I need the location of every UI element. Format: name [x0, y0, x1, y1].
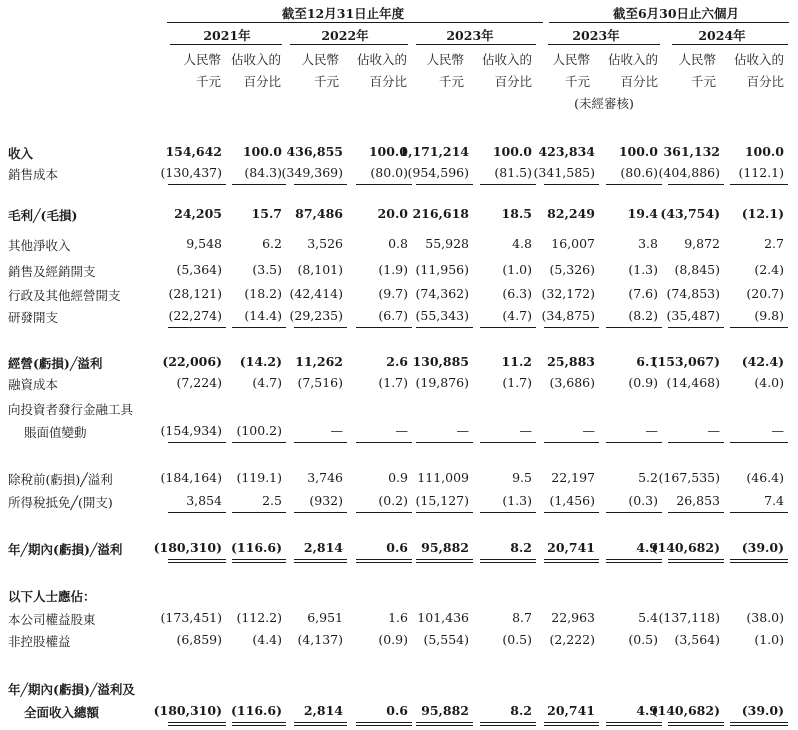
- cell-amount: (74,853): [666, 286, 720, 301]
- cell-percentage: (116.6): [231, 703, 282, 718]
- cell-amount: 9,872: [684, 236, 720, 251]
- cell-amount: 111,009: [417, 470, 469, 485]
- cell-amount: (404,886): [658, 165, 720, 180]
- cell-amount: (42,414): [289, 286, 343, 301]
- col-header-pct-of-revenue: 佔收入的: [230, 52, 281, 67]
- row-label: 年╱期內(虧損)╱溢利及: [8, 682, 135, 697]
- subtotal-rule: [544, 327, 599, 328]
- row-label: 全面收入總額: [24, 705, 100, 720]
- cell-amount: 423,834: [538, 144, 595, 159]
- cell-amount: (137,118): [658, 610, 720, 625]
- subtotal-rule: [416, 442, 473, 443]
- cell-percentage: (3.5): [252, 262, 282, 277]
- cell-amount: (15,127): [415, 493, 469, 508]
- cell-amount: 101,436: [417, 610, 469, 625]
- total-double-rule: [232, 559, 286, 563]
- subtotal-rule: [294, 327, 347, 328]
- cell-amount: 130,885: [412, 354, 469, 369]
- cell-amount: 154,642: [165, 144, 222, 159]
- cell-percentage: (0.9): [378, 632, 408, 647]
- cell-percentage: (4.4): [252, 632, 282, 647]
- cell-amount: —: [707, 423, 720, 438]
- cell-percentage: (46.4): [746, 470, 784, 485]
- cell-percentage: (14.4): [244, 308, 282, 323]
- table-row: [0, 286, 798, 306]
- table-row: [0, 540, 798, 560]
- cell-percentage: (1.9): [378, 262, 408, 277]
- row-label: 融資成本: [8, 377, 59, 392]
- cell-percentage: (1.0): [754, 632, 784, 647]
- table-row: [0, 400, 798, 420]
- year-underline-5: [672, 44, 788, 45]
- cell-percentage: 100.0: [242, 144, 282, 159]
- subtotal-rule: [606, 442, 662, 443]
- cell-percentage: (1.7): [378, 375, 408, 390]
- cell-amount: 55,928: [425, 236, 469, 251]
- cell-percentage: (9.8): [754, 308, 784, 323]
- cell-amount: 22,963: [551, 610, 595, 625]
- cell-percentage: 9.5: [512, 470, 532, 485]
- cell-percentage: 8.7: [512, 610, 532, 625]
- cell-amount: (35,487): [666, 308, 720, 323]
- cell-percentage: 4.8: [512, 236, 532, 251]
- cell-amount: 3,746: [307, 470, 343, 485]
- cell-amount: (173,451): [160, 610, 222, 625]
- col-header-rmb: 人民幣: [426, 52, 464, 67]
- header-group-fiscal-year-underline: [167, 22, 543, 23]
- subtotal-rule: [168, 442, 226, 443]
- cell-amount: (8,101): [297, 262, 343, 277]
- cell-percentage: 5.4: [638, 610, 658, 625]
- cell-percentage: (119.1): [236, 470, 282, 485]
- cell-amount: (154,934): [160, 423, 222, 438]
- cell-percentage: (80.6): [620, 165, 658, 180]
- cell-percentage: (2.4): [754, 262, 784, 277]
- cell-percentage: —: [395, 423, 408, 438]
- cell-amount: 361,132: [663, 144, 720, 159]
- cell-amount: (5,326): [549, 262, 595, 277]
- subtotal-rule: [294, 442, 347, 443]
- col-header-thousand: 千元: [438, 74, 464, 89]
- cell-percentage: 19.4: [627, 206, 658, 221]
- subtotal-rule: [668, 184, 724, 185]
- cell-amount: (130,437): [160, 165, 222, 180]
- cell-percentage: 7.4: [764, 493, 784, 508]
- cell-amount: (14,468): [666, 375, 720, 390]
- cell-amount: 6,951: [307, 610, 343, 625]
- cell-percentage: 2.7: [764, 236, 784, 251]
- cell-percentage: (1.7): [502, 375, 532, 390]
- subtotal-rule: [480, 512, 536, 513]
- cell-percentage: 0.6: [386, 703, 408, 718]
- cell-amount: (11,956): [415, 262, 469, 277]
- total-double-rule: [480, 559, 536, 563]
- header-year-2023: 2023年: [446, 28, 494, 43]
- cell-amount: (1,456): [549, 493, 595, 508]
- total-double-rule: [730, 559, 788, 563]
- header-group-fiscal-year: 截至12月31日止年度: [281, 6, 405, 21]
- col-header-percentage: 百分比: [494, 74, 532, 89]
- year-underline-4: [548, 44, 660, 45]
- subtotal-rule: [544, 184, 599, 185]
- cell-percentage: (9.7): [378, 286, 408, 301]
- subtotal-rule: [294, 512, 347, 513]
- col-header-thousand: 千元: [195, 74, 221, 89]
- cell-amount: 26,853: [676, 493, 720, 508]
- subtotal-rule: [416, 184, 473, 185]
- row-label: 年╱期內(虧損)╱溢利: [8, 542, 123, 557]
- cell-percentage: (80.0): [370, 165, 408, 180]
- row-label: 其他淨收入: [8, 238, 71, 253]
- total-double-rule: [356, 722, 412, 726]
- subtotal-rule: [168, 184, 226, 185]
- cell-amount: (55,343): [415, 308, 469, 323]
- subtotal-rule: [232, 184, 286, 185]
- subtotal-rule: [232, 442, 286, 443]
- cell-percentage: —: [645, 423, 658, 438]
- header-year-2021: 2021年: [203, 28, 251, 43]
- col-header-rmb: 人民幣: [183, 52, 221, 67]
- subtotal-rule: [480, 442, 536, 443]
- cell-percentage: (6.7): [378, 308, 408, 323]
- total-double-rule: [480, 722, 536, 726]
- cell-percentage: (84.3): [244, 165, 282, 180]
- cell-amount: (22,274): [168, 308, 222, 323]
- cell-amount: 16,007: [551, 236, 595, 251]
- row-label: 行政及其他經營開支: [8, 288, 121, 303]
- cell-percentage: 20.0: [377, 206, 408, 221]
- cell-percentage: (38.0): [746, 610, 784, 625]
- cell-percentage: 100.0: [744, 144, 784, 159]
- cell-percentage: (0.9): [628, 375, 658, 390]
- cell-amount: 3,854: [186, 493, 222, 508]
- cell-percentage: (42.4): [741, 354, 784, 369]
- cell-amount: (5,554): [423, 632, 469, 647]
- cell-percentage: (0.3): [628, 493, 658, 508]
- col-header-rmb: 人民幣: [301, 52, 339, 67]
- subtotal-rule: [416, 512, 473, 513]
- row-label: 銷售成本: [8, 167, 59, 182]
- total-double-rule: [544, 722, 599, 726]
- cell-percentage: 0.8: [388, 236, 408, 251]
- cell-amount: (8,845): [674, 262, 720, 277]
- cell-amount: (341,585): [533, 165, 595, 180]
- total-double-rule: [232, 722, 286, 726]
- cell-percentage: (4.7): [502, 308, 532, 323]
- subtotal-rule: [480, 184, 536, 185]
- cell-percentage: 100.0: [618, 144, 658, 159]
- subtotal-rule: [730, 184, 788, 185]
- cell-amount: (32,172): [541, 286, 595, 301]
- cell-amount: —: [456, 423, 469, 438]
- cell-percentage: (4.7): [252, 375, 282, 390]
- cell-percentage: (0.5): [628, 632, 658, 647]
- cell-percentage: (20.7): [746, 286, 784, 301]
- cell-amount: —: [582, 423, 595, 438]
- cell-amount: 2,814: [303, 540, 343, 555]
- subtotal-rule: [544, 512, 599, 513]
- total-double-rule: [544, 559, 599, 563]
- cell-percentage: (100.2): [236, 423, 282, 438]
- cell-percentage: 5.2: [638, 470, 658, 485]
- cell-amount: 87,486: [295, 206, 343, 221]
- row-label: 賬面值變動: [24, 425, 87, 440]
- header-year-2022: 2022年: [321, 28, 369, 43]
- cell-amount: (167,535): [658, 470, 720, 485]
- table-row: [0, 423, 798, 443]
- cell-amount: 24,205: [174, 206, 222, 221]
- subtotal-rule: [356, 327, 412, 328]
- cell-percentage: 0.9: [388, 470, 408, 485]
- table-row: [0, 703, 798, 723]
- row-label: 向投資者發行金融工具: [8, 402, 134, 417]
- col-header-percentage: 百分比: [369, 74, 407, 89]
- cell-percentage: (81.5): [494, 165, 532, 180]
- col-header-percentage: 百分比: [746, 74, 784, 89]
- cell-amount: 20,741: [547, 540, 595, 555]
- row-label: 所得稅抵免╱(開支): [8, 495, 113, 510]
- year-underline-2: [290, 44, 408, 45]
- cell-amount: 95,882: [421, 703, 469, 718]
- cell-percentage: —: [519, 423, 532, 438]
- table-row: [0, 632, 798, 652]
- cell-percentage: 1.6: [388, 610, 408, 625]
- table-row: [0, 144, 798, 164]
- cell-percentage: 8.2: [510, 540, 532, 555]
- row-label: 毛利╱(毛損): [8, 208, 78, 223]
- cell-percentage: (39.0): [741, 540, 784, 555]
- cell-amount: 2,814: [303, 703, 343, 718]
- cell-percentage: (39.0): [741, 703, 784, 718]
- subtotal-rule: [356, 184, 412, 185]
- cell-percentage: 0.6: [386, 540, 408, 555]
- cell-percentage: 18.5: [501, 206, 532, 221]
- total-double-rule: [168, 722, 226, 726]
- subtotal-rule: [168, 512, 226, 513]
- subtotal-rule: [168, 327, 226, 328]
- col-header-pct-of-revenue: 佔收入的: [607, 52, 658, 67]
- col-header-pct-of-revenue: 佔收入的: [733, 52, 784, 67]
- year-underline-1: [170, 44, 282, 45]
- cell-amount: 95,882: [421, 540, 469, 555]
- cell-amount: (140,682): [651, 540, 720, 555]
- cell-percentage: 2.6: [386, 354, 408, 369]
- subtotal-rule: [480, 327, 536, 328]
- cell-amount: (180,310): [153, 703, 222, 718]
- table-row: [0, 206, 798, 226]
- col-header-percentage: 百分比: [620, 74, 658, 89]
- cell-percentage: (0.5): [502, 632, 532, 647]
- total-double-rule: [606, 559, 662, 563]
- cell-amount: (932): [309, 493, 343, 508]
- row-label: 經營(虧損)╱溢利: [8, 356, 103, 371]
- subtotal-rule: [668, 512, 724, 513]
- cell-amount: (4,137): [297, 632, 343, 647]
- total-double-rule: [668, 722, 724, 726]
- subtotal-rule: [730, 327, 788, 328]
- subtotal-rule: [730, 442, 788, 443]
- cell-amount: (19,876): [415, 375, 469, 390]
- cell-amount: —: [330, 423, 343, 438]
- total-double-rule: [416, 559, 473, 563]
- row-label: 收入: [8, 146, 34, 161]
- total-double-rule: [294, 559, 347, 563]
- cell-amount: (349,369): [281, 165, 343, 180]
- cell-percentage: (112.2): [236, 610, 282, 625]
- cell-amount: 11,262: [295, 354, 343, 369]
- table-row: [0, 354, 798, 374]
- cell-percentage: (7.6): [628, 286, 658, 301]
- table-row: [0, 375, 798, 395]
- cell-amount: 3,526: [307, 236, 343, 251]
- cell-percentage: 15.7: [251, 206, 282, 221]
- row-label: 除稅前(虧損)╱溢利: [8, 472, 113, 487]
- cell-percentage: (1.0): [502, 262, 532, 277]
- header-unaudited: (未經審核): [574, 96, 634, 111]
- subtotal-rule: [356, 512, 412, 513]
- cell-percentage: (6.3): [502, 286, 532, 301]
- cell-amount: (3,564): [674, 632, 720, 647]
- header-year-2023-h1: 2023年: [572, 28, 620, 43]
- cell-percentage: 6.2: [262, 236, 282, 251]
- total-double-rule: [606, 722, 662, 726]
- cell-percentage: 4.9: [636, 540, 658, 555]
- row-label: 本公司權益股東: [8, 612, 96, 627]
- table-row: [0, 165, 798, 185]
- table-row: [0, 587, 798, 607]
- subtotal-rule: [544, 442, 599, 443]
- cell-percentage: —: [771, 423, 784, 438]
- cell-amount: 9,548: [186, 236, 222, 251]
- cell-amount: (153,067): [651, 354, 720, 369]
- subtotal-rule: [416, 327, 473, 328]
- cell-amount: (34,875): [541, 308, 595, 323]
- total-double-rule: [416, 722, 473, 726]
- table-row: [0, 470, 798, 490]
- subtotal-rule: [294, 184, 347, 185]
- cell-percentage: 2.5: [262, 493, 282, 508]
- cell-percentage: 8.2: [510, 703, 532, 718]
- table-row: [0, 493, 798, 513]
- table-row: [0, 308, 798, 328]
- header-group-six-months-underline: [549, 22, 789, 23]
- subtotal-rule: [668, 327, 724, 328]
- cell-amount: (22,006): [162, 354, 222, 369]
- table-row: [0, 262, 798, 282]
- total-double-rule: [730, 722, 788, 726]
- cell-amount: (2,222): [549, 632, 595, 647]
- cell-amount: 82,249: [547, 206, 595, 221]
- col-header-pct-of-revenue: 佔收入的: [481, 52, 532, 67]
- cell-amount: (184,164): [160, 470, 222, 485]
- total-double-rule: [668, 559, 724, 563]
- col-header-pct-of-revenue: 佔收入的: [356, 52, 407, 67]
- table-row: [0, 236, 798, 256]
- cell-amount: (43,754): [660, 206, 720, 221]
- subtotal-rule: [356, 442, 412, 443]
- cell-amount: (7,224): [176, 375, 222, 390]
- cell-percentage: (8.2): [628, 308, 658, 323]
- total-double-rule: [168, 559, 226, 563]
- subtotal-rule: [232, 327, 286, 328]
- col-header-thousand: 千元: [564, 74, 590, 89]
- cell-percentage: (112.1): [738, 165, 784, 180]
- cell-amount: (180,310): [153, 540, 222, 555]
- cell-amount: (28,121): [168, 286, 222, 301]
- cell-percentage: (12.1): [741, 206, 784, 221]
- header-group-six-months: 截至6月30日止六個月: [612, 6, 740, 21]
- cell-percentage: 100.0: [368, 144, 408, 159]
- row-label: 非控股權益: [8, 634, 71, 649]
- cell-amount: (5,364): [176, 262, 222, 277]
- table-row: [0, 610, 798, 630]
- cell-percentage: 11.2: [501, 354, 532, 369]
- col-header-thousand: 千元: [313, 74, 339, 89]
- cell-amount: (29,235): [289, 308, 343, 323]
- table-row: [0, 680, 798, 700]
- subtotal-rule: [606, 327, 662, 328]
- subtotal-rule: [606, 512, 662, 513]
- total-double-rule: [356, 559, 412, 563]
- cell-amount: 436,855: [286, 144, 343, 159]
- row-label: 研發開支: [8, 310, 59, 325]
- cell-amount: (954,596): [407, 165, 469, 180]
- cell-amount: (6,859): [176, 632, 222, 647]
- col-header-thousand: 千元: [690, 74, 716, 89]
- cell-percentage: 6.1: [636, 354, 658, 369]
- col-header-percentage: 百分比: [243, 74, 281, 89]
- subtotal-rule: [668, 442, 724, 443]
- cell-amount: 25,883: [547, 354, 595, 369]
- subtotal-rule: [606, 184, 662, 185]
- subtotal-rule: [730, 512, 788, 513]
- cell-percentage: 4.9: [636, 703, 658, 718]
- col-header-rmb: 人民幣: [552, 52, 590, 67]
- cell-amount: 22,197: [551, 470, 595, 485]
- col-header-rmb: 人民幣: [678, 52, 716, 67]
- year-underline-3: [416, 44, 536, 45]
- cell-amount: 216,618: [412, 206, 469, 221]
- cell-percentage: (1.3): [502, 493, 532, 508]
- row-label: 銷售及經銷開支: [8, 264, 96, 279]
- cell-percentage: 3.8: [638, 236, 658, 251]
- cell-amount: 20,741: [547, 703, 595, 718]
- total-double-rule: [294, 722, 347, 726]
- cell-amount: (7,516): [297, 375, 343, 390]
- cell-percentage: (0.2): [378, 493, 408, 508]
- subtotal-rule: [232, 512, 286, 513]
- cell-amount: (140,682): [651, 703, 720, 718]
- cell-percentage: (116.6): [231, 540, 282, 555]
- cell-percentage: (4.0): [754, 375, 784, 390]
- cell-percentage: (1.3): [628, 262, 658, 277]
- cell-amount: 1,171,214: [399, 144, 469, 159]
- header-year-2024-h1: 2024年: [698, 28, 746, 43]
- cell-percentage: 100.0: [492, 144, 532, 159]
- row-label: 以下人士應佔：: [8, 589, 96, 604]
- cell-percentage: (14.2): [239, 354, 282, 369]
- cell-percentage: (18.2): [244, 286, 282, 301]
- cell-amount: (74,362): [415, 286, 469, 301]
- cell-amount: (3,686): [549, 375, 595, 390]
